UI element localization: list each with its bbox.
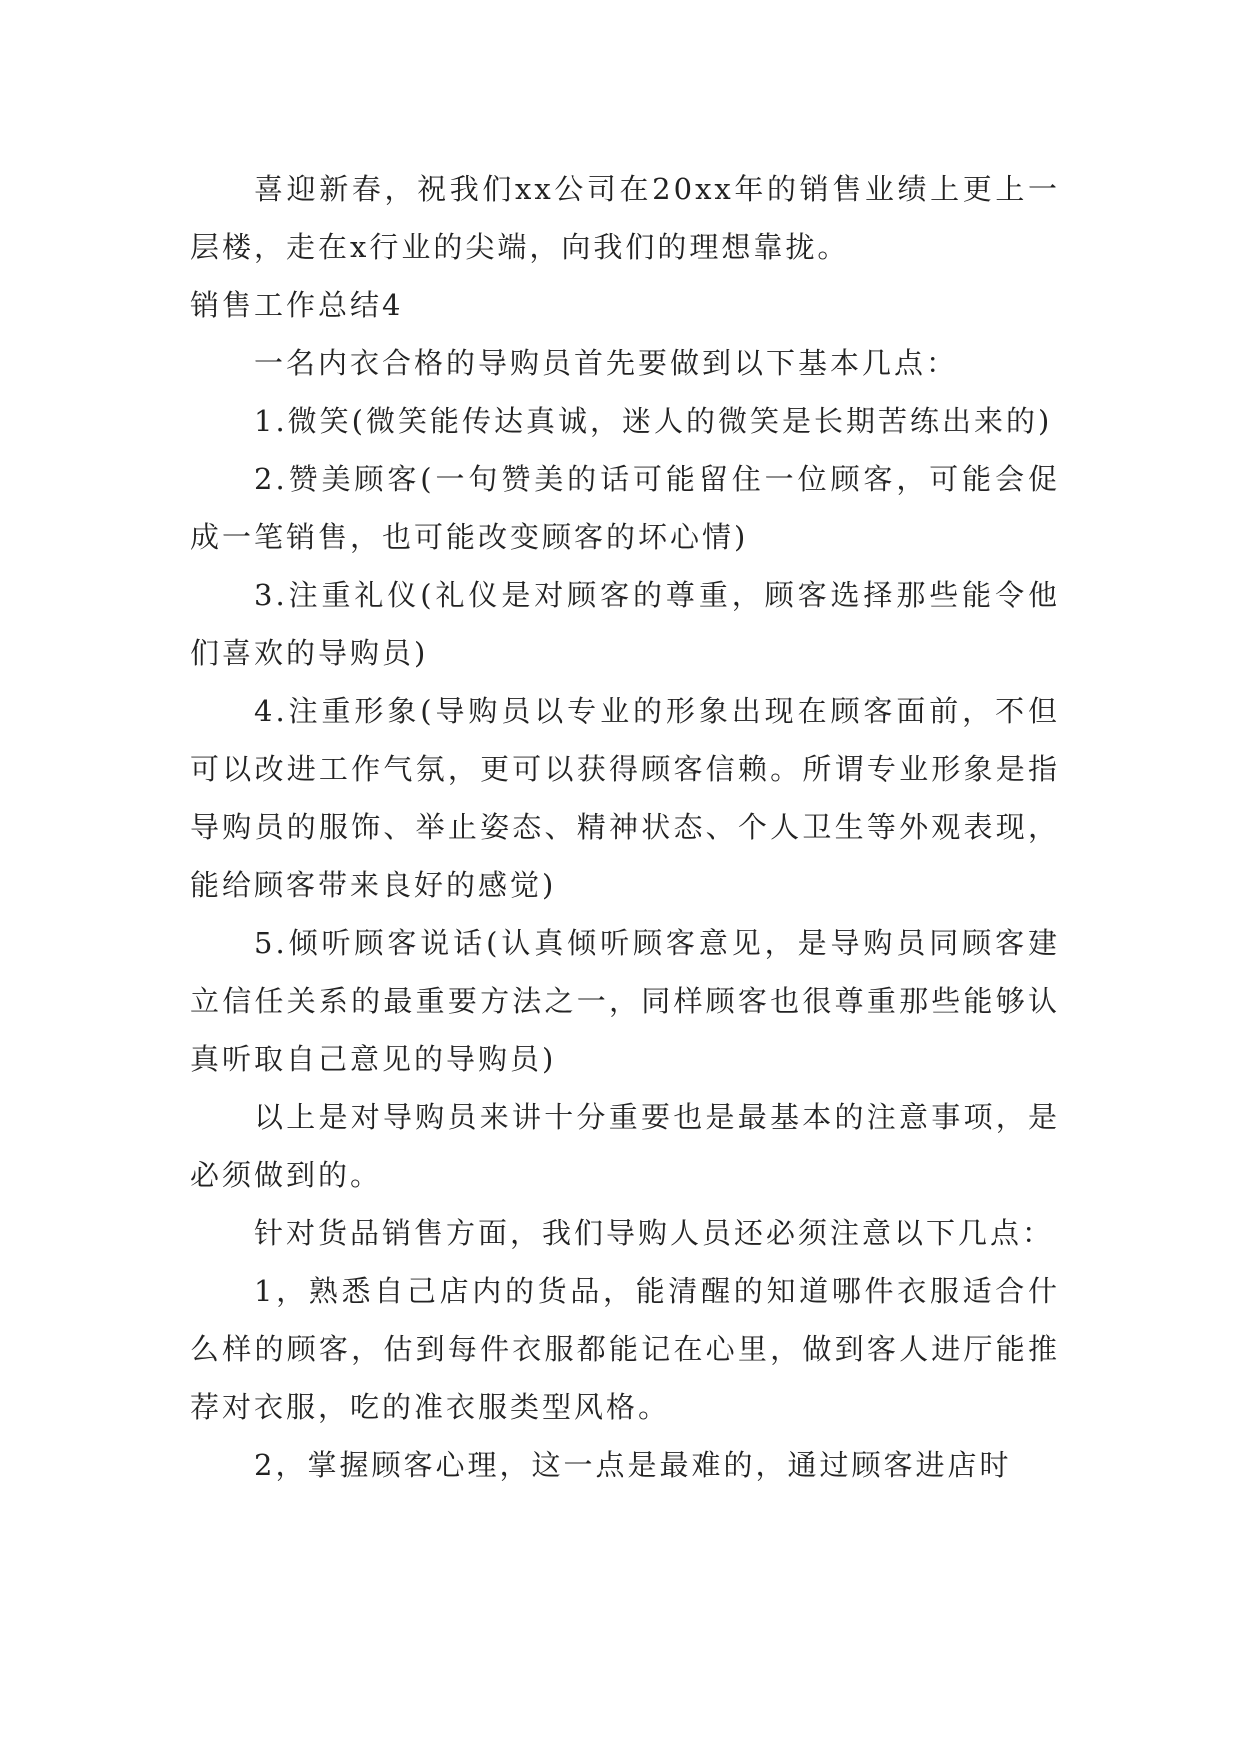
paragraph-summary: 以上是对导购员来讲十分重要也是最基本的注意事项，是必须做到的。 (190, 1100, 1060, 1192)
paragraph-new-year-wish: 喜迎新春，祝我们xx公司在20xx年的销售业绩上更上一层楼，走在x行业的尖端，向我们的理想靠拢。 (190, 172, 1060, 264)
section-heading: 销售工作总结4 (190, 288, 404, 322)
list-item-praise: 2.赞美顾客(一句赞美的话可能留住一位顾客，可能会促成一笔销售，也可能改变顾客的坏心情) (190, 462, 1060, 554)
document-body (190, 160, 1060, 1494)
list-item-customer-psychology: 2，掌握顾客心理，这一点是最难的，通过顾客进店时 (254, 1448, 1012, 1482)
list-item-smile: 1.微笑(微笑能传达真诚，迷人的微笑是长期苦练出来的) (254, 404, 1053, 438)
paragraph-sales-intro: 针对货品销售方面，我们导购人员还必须注意以下几点： (254, 1216, 1055, 1250)
list-item-etiquette: 3.注重礼仪(礼仪是对顾客的尊重，顾客选择那些能令他们喜欢的导购员) (190, 578, 1060, 670)
list-item-know-products: 1，熟悉自己店内的货品，能清醒的知道哪件衣服适合什么样的顾客，估到每件衣服都能记在心里，做到客人进厅能推荐对衣服，吃的准衣服类型风格。 (190, 1274, 1060, 1424)
list-item-listening: 5.倾听顾客说话(认真倾听顾客意见，是导购员同顾客建立信任关系的最重要方法之一，同样顾客也很尊重那些能够认真听取自己意见的导购员) (190, 926, 1060, 1076)
list-item-image: 4.注重形象(导购员以专业的形象出现在顾客面前，不但可以改进工作气氛，更可以获得顾客信赖。所谓专业形象是指导购员的服饰、举止姿态、精神状态、个人卫生等外观表现，能给顾客带来良好的感觉) (190, 694, 1060, 902)
paragraph-intro: 一名内衣合格的导购员首先要做到以下基本几点： (254, 346, 959, 380)
